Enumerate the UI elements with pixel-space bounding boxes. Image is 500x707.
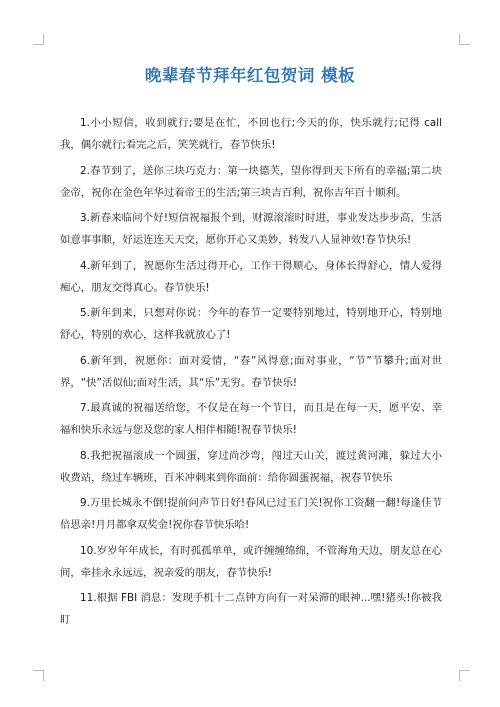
crop-mark-bottom-right [459,670,470,681]
paragraph-9: 9.万里长城永不倒!提前问声节日好!春风已过玉门关!祝你工资翻一翻!每逢佳节倍思亲!月月都拿双奖金!祝你春节快乐哈! [60,497,442,531]
paragraph-4: 4.新年到了，祝愿你生活过得开心，工作干得顺心，身体长得舒心，情人爱得痴心，朋友交得真心。春节快乐! [60,259,442,294]
paragraph-7: 7.最真诚的祝福送给您，不仅是在每一个节日，而且是在每一天，愿平安、幸福和快乐永远与您及您的家人相伴相随!祝春节快乐! [60,402,442,436]
crop-mark-top-left [33,34,44,45]
crop-mark-bottom-left [33,670,44,681]
paragraph-1: 1.小小短信，收到就行;要是在忙，不回也行;今天的你，快乐就行;记得 call 我，偶尔就行;看完之后，笑笑就行，春节快乐! [60,117,442,151]
paragraph-11: 11.根据 FBI 消息：发现手机十二点钟方向有一对呆滞的眼神...嘿!猪头!你被我盯 [60,592,442,626]
paragraph-6: 6.新年到，祝愿你：面对爱情，“春”风得意;面对事业，“节”节攀升;面对世界，“快”活似仙;面对生活，其“乐”无穷。春节快乐! [60,354,442,389]
paragraph-2: 2.春节到了，送你三块巧克力：第一块德芙，望你得到天下所有的幸福;第二块金帝，祝你在金色年华过着帝王的生活;第三块吉百利，祝你吉年百十顺利。 [60,164,442,199]
document-title: 晚辈春节拜年红包贺词 模板 [144,66,356,85]
paragraph-10: 10.岁岁年年成长，有时孤孤单单，或许缠缠绵绵，不管海角天边，朋友总在心间，牵挂永永远远，祝亲爱的朋友，春节快乐! [60,544,442,579]
paragraph-3: 3.新春来临问个好!短信祝福报个到，财源滚滚时时进，事业发达步步高，生活如意事事顺，好运连连天天交，愿你开心又美妙，转发八人显神效!春节快乐! [60,212,442,246]
paragraph-8: 8.我把祝福滚成一个圆蛋，穿过尚沙弯，闯过天山关，渡过黄河滩，躲过大小收费站，绕过车辆班，百米冲刺来到你面前：给你圆蛋祝福，祝春节快乐 [60,449,442,484]
paragraph-5: 5.新年到来，只想对你说：今年的春节一定要特别地过，特别地开心，特别地舒心，特别的欢心，这样我就放心了! [60,307,442,341]
document-body [60,112,442,626]
crop-mark-top-right [459,34,470,45]
